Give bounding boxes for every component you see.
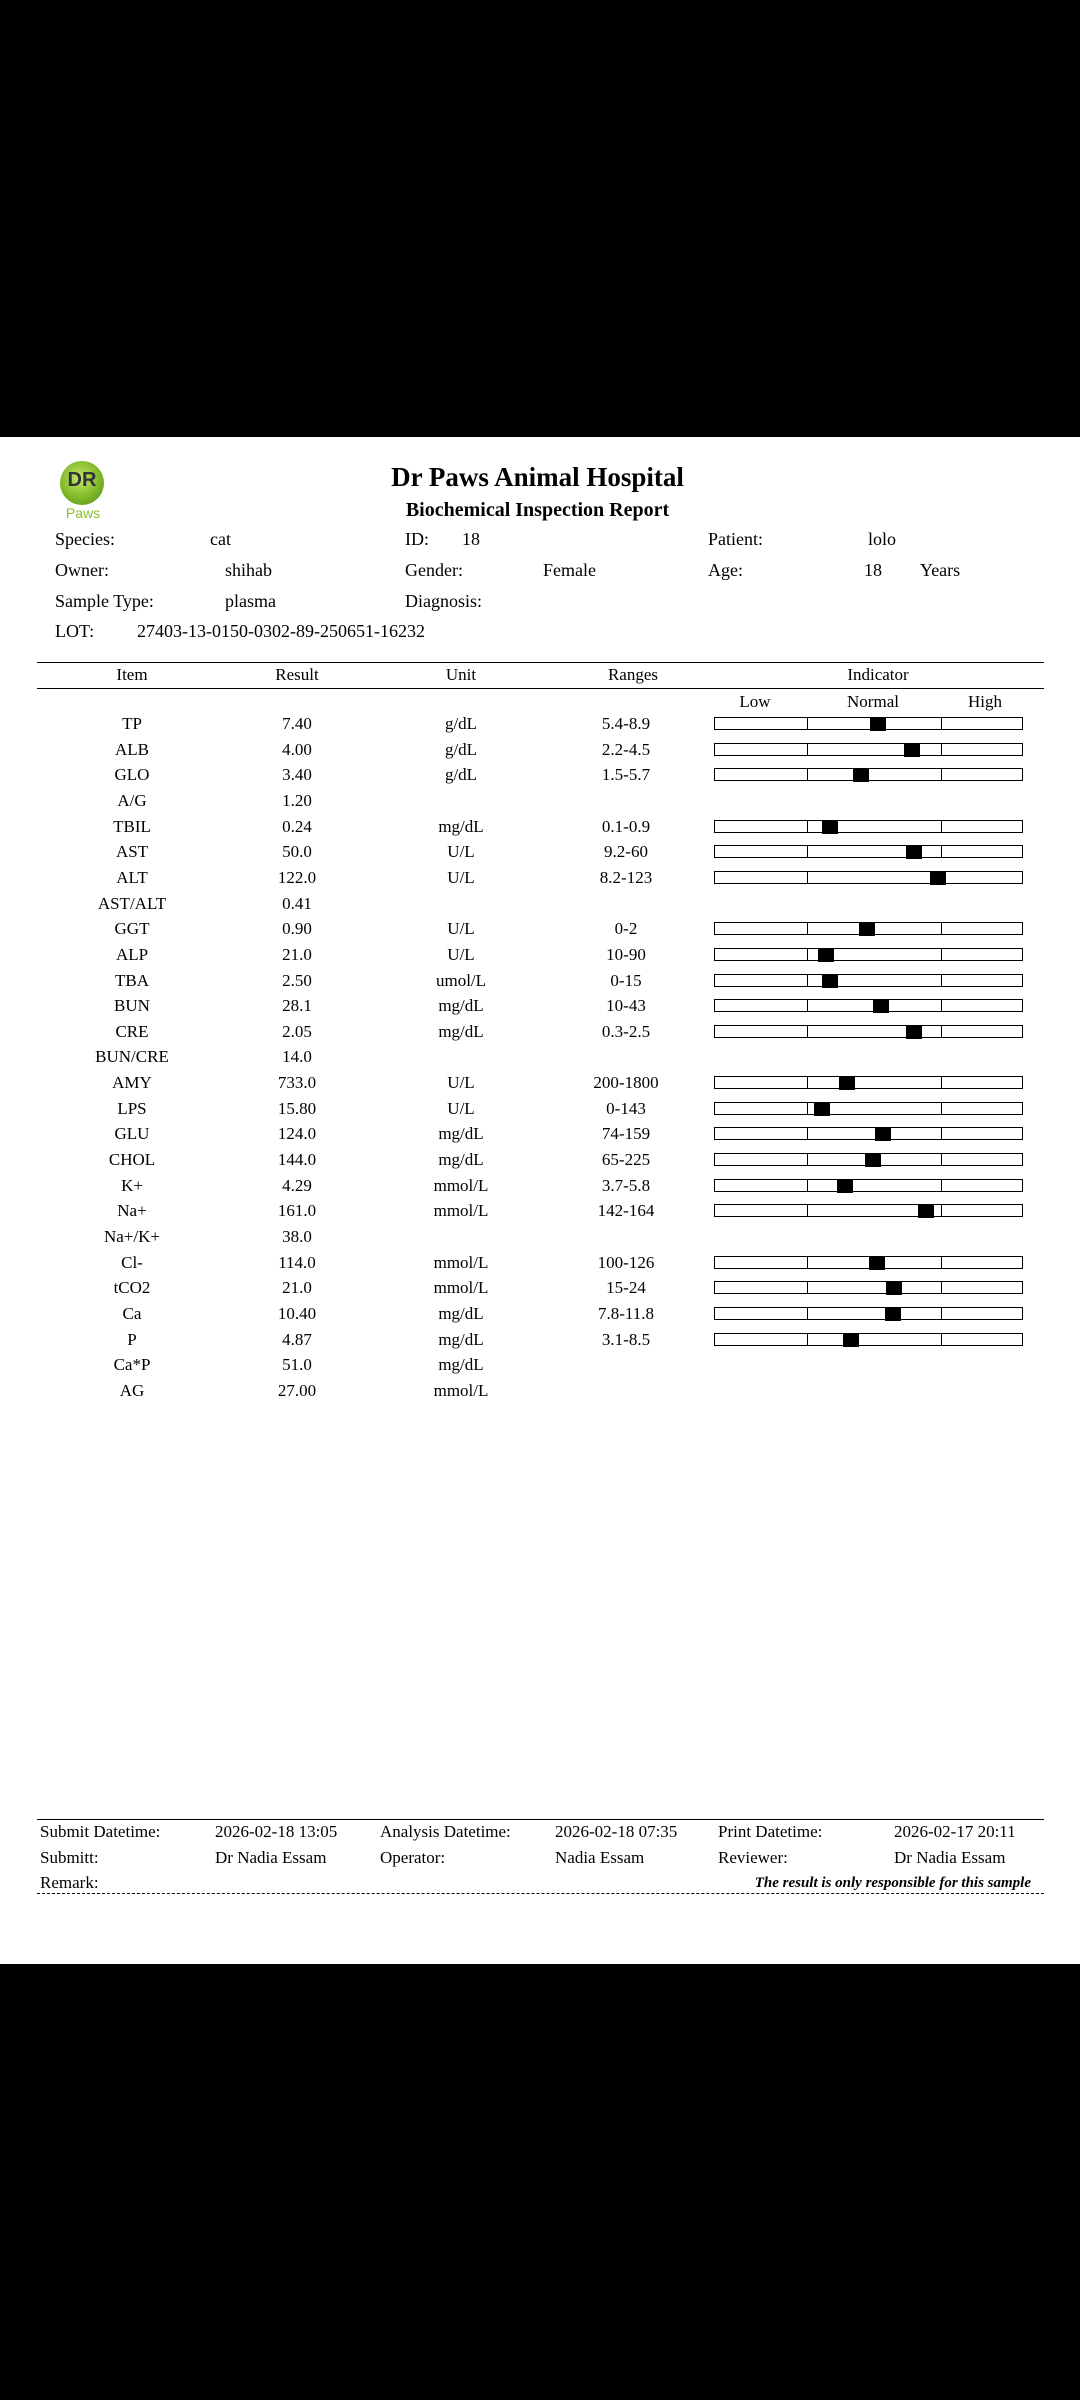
row-unit: umol/L [435, 970, 487, 990]
row-result: 38.0 [282, 1227, 312, 1246]
table-row [0, 1099, 1080, 1123]
indicator-low-divider [807, 1000, 808, 1011]
row-range: 10-90 [606, 944, 646, 964]
col-indicator-header: Indicator [847, 665, 909, 684]
indicator-high-divider [941, 718, 942, 729]
row-unit: U/L [447, 867, 475, 887]
table-row [0, 817, 1080, 841]
lot-label: LOT: [55, 621, 95, 641]
indicator-marker [822, 820, 838, 834]
indicator-marker [814, 1102, 830, 1116]
id-value: 18 [462, 529, 480, 549]
sample-type-label: Sample Type: [55, 591, 154, 611]
table-row [0, 996, 1080, 1020]
indicator-marker [843, 1333, 859, 1347]
row-result: 21.0 [282, 1278, 312, 1298]
indicator-low-divider [807, 1077, 808, 1088]
age-label: Age: [708, 560, 743, 580]
row-item: GLU [114, 1124, 150, 1144]
indicator-marker [865, 1153, 881, 1167]
indicator-high-divider [941, 1257, 942, 1268]
gender-label: Gender: [405, 560, 463, 580]
indicator-high-divider [941, 1128, 942, 1139]
table-row [0, 1355, 1080, 1379]
table-row [0, 765, 1080, 789]
indicator-bar [714, 948, 1023, 961]
row-result: 2.50 [282, 970, 312, 990]
table-row [0, 714, 1080, 738]
table-row [0, 1073, 1080, 1097]
indicator-high-divider [941, 744, 942, 755]
indicator-marker [853, 768, 869, 782]
indicator-marker [873, 999, 889, 1013]
row-range: 200-1800 [593, 1073, 659, 1093]
row-item: Cl- [121, 1252, 143, 1272]
row-unit: mg/dL [438, 1355, 484, 1375]
indicator-low-divider [807, 975, 808, 986]
row-unit: mmol/L [433, 1252, 489, 1272]
row-item: K+ [121, 1175, 143, 1195]
row-range: 2.2-4.5 [601, 739, 651, 759]
indicator-bar [714, 1025, 1023, 1038]
table-row [0, 1022, 1080, 1046]
row-range: 0.3-2.5 [601, 1021, 651, 1041]
row-item: CHOL [108, 1150, 156, 1170]
indicator-bar [714, 1256, 1023, 1269]
row-unit: mmol/L [433, 1201, 489, 1221]
table-row [0, 1227, 1080, 1251]
col-item-header: Item [116, 665, 148, 684]
indicator-bar [714, 1333, 1023, 1346]
footer-rule [37, 1819, 1044, 1820]
indicator-low-divider [807, 821, 808, 832]
row-range: 0-2 [614, 919, 638, 939]
row-unit: mmol/L [433, 1175, 489, 1195]
indicator-high-divider [941, 975, 942, 986]
indicator-bar [714, 1204, 1023, 1217]
indicator-low-divider [807, 1180, 808, 1191]
row-unit: mmol/L [433, 1278, 489, 1298]
reviewer-label: Reviewer: [718, 1848, 788, 1867]
indicator-bar [714, 1307, 1023, 1320]
hospital-name: Dr Paws Animal Hospital [391, 462, 684, 492]
indicator-low-divider [807, 923, 808, 934]
indicator-marker [869, 1256, 885, 1270]
row-range: 5.4-8.9 [601, 714, 651, 733]
report-title: Biochemical Inspection Report [405, 499, 670, 521]
indicator-marker [839, 1076, 855, 1090]
row-item: ALT [116, 867, 148, 887]
indicator-marker [885, 1307, 901, 1321]
row-unit: mg/dL [438, 816, 484, 836]
row-result: 51.0 [282, 1355, 312, 1375]
row-result: 0.24 [282, 816, 312, 836]
lot-value: 27403-13-0150-0302-89-250651-16232 [137, 621, 425, 641]
indicator-high-divider [941, 923, 942, 934]
indicator-high-divider [941, 1026, 942, 1037]
row-unit: U/L [447, 919, 475, 939]
row-result: 14.0 [282, 1047, 312, 1067]
analysis-datetime-label: Analysis Datetime: [380, 1822, 511, 1841]
indicator-bar [714, 768, 1023, 781]
indicator-marker [906, 845, 922, 859]
indicator-low-divider [807, 1026, 808, 1037]
indicator-low-header: Low [739, 692, 771, 711]
indicator-bar [714, 974, 1023, 987]
gender-value: Female [543, 560, 596, 580]
indicator-marker [886, 1281, 902, 1295]
table-row [0, 894, 1080, 918]
row-result: 3.40 [282, 765, 312, 785]
indicator-low-divider [807, 1334, 808, 1345]
row-item: GGT [114, 919, 150, 939]
table-row [0, 945, 1080, 969]
row-item: ALB [115, 739, 149, 759]
submit-datetime-value: 2026-02-18 13:05 [215, 1822, 338, 1841]
row-item: AST [115, 842, 149, 862]
indicator-bar [714, 922, 1023, 935]
table-row [0, 919, 1080, 943]
age-value: 18 [864, 560, 882, 580]
id-label: ID: [405, 529, 429, 549]
indicator-high-divider [941, 1308, 942, 1319]
indicator-high-divider [941, 1103, 942, 1114]
indicator-marker [906, 1025, 922, 1039]
indicator-low-divider [807, 872, 808, 883]
row-item: GLO [114, 765, 150, 785]
indicator-bar [714, 871, 1023, 884]
indicator-high-header: High [968, 692, 1002, 711]
footer-dashed-rule [37, 1893, 1044, 1894]
row-item: BUN [114, 996, 150, 1016]
row-range: 8.2-123 [599, 867, 653, 887]
table-row [0, 842, 1080, 866]
operator-value: Nadia Essam [555, 1848, 645, 1867]
indicator-high-divider [941, 1205, 942, 1216]
indicator-marker [918, 1204, 934, 1218]
row-result: 1.20 [282, 790, 312, 810]
row-result: 4.87 [282, 1329, 312, 1349]
row-unit: mmol/L [433, 1380, 489, 1400]
indicator-marker [870, 717, 886, 731]
table-row [0, 1150, 1080, 1174]
row-unit: mg/dL [438, 1329, 484, 1349]
indicator-low-divider [807, 718, 808, 729]
row-range: 7.8-11.8 [597, 1303, 655, 1323]
row-range: 3.7-5.8 [601, 1175, 651, 1195]
table-row [0, 791, 1080, 815]
owner-label: Owner: [55, 560, 109, 580]
table-row [0, 1330, 1080, 1354]
row-range: 0-15 [610, 970, 642, 990]
row-item: AG [119, 1380, 145, 1400]
indicator-low-divider [807, 1308, 808, 1319]
row-result: 2.05 [282, 1021, 312, 1041]
indicator-marker [930, 871, 946, 885]
indicator-low-divider [807, 744, 808, 755]
col-ranges-header: Ranges [607, 665, 659, 684]
indicator-marker [818, 948, 834, 962]
row-item: AMY [112, 1073, 152, 1093]
operator-label: Operator: [380, 1848, 446, 1867]
row-unit: mg/dL [438, 1150, 484, 1170]
row-range: 74-159 [601, 1124, 651, 1144]
table-top-rule [37, 662, 1044, 663]
indicator-marker [875, 1127, 891, 1141]
indicator-low-divider [807, 1154, 808, 1165]
indicator-high-divider [941, 1000, 942, 1011]
row-item: TBA [115, 970, 149, 990]
table-row [0, 971, 1080, 995]
analysis-datetime-value: 2026-02-18 07:35 [555, 1822, 678, 1841]
submitter-label: Submitt: [40, 1848, 99, 1867]
logo-glyph: DR [67, 469, 97, 491]
indicator-bar [714, 1179, 1023, 1192]
table-row [0, 1253, 1080, 1277]
indicator-low-divider [807, 949, 808, 960]
indicator-bar [714, 1076, 1023, 1089]
row-result: 15.80 [277, 1098, 317, 1118]
row-range: 142-164 [597, 1201, 655, 1221]
row-unit: mg/dL [438, 996, 484, 1016]
age-unit: Years [920, 560, 961, 580]
indicator-bar [714, 1153, 1023, 1166]
table-row [0, 1124, 1080, 1148]
indicator-bar [714, 845, 1023, 858]
row-range: 9.2-60 [604, 842, 648, 862]
row-result: 114.0 [278, 1252, 316, 1272]
species-value: cat [210, 529, 231, 549]
row-item: TBIL [113, 816, 151, 836]
indicator-high-divider [941, 769, 942, 780]
row-item: TP [122, 714, 142, 733]
table-row [0, 740, 1080, 764]
indicator-bar [714, 717, 1023, 730]
row-range: 0.1-0.9 [601, 816, 651, 836]
indicator-high-divider [941, 846, 942, 857]
row-result: 28.1 [282, 996, 312, 1016]
row-result: 7.40 [282, 714, 312, 733]
patient-value: lolo [868, 529, 897, 549]
indicator-marker [859, 922, 875, 936]
indicator-low-divider [807, 1128, 808, 1139]
sample-type-value: plasma [225, 591, 276, 611]
indicator-high-divider [941, 1334, 942, 1345]
row-item: ALP [115, 944, 149, 964]
table-row [0, 868, 1080, 892]
row-range: 3.1-8.5 [601, 1329, 651, 1349]
indicator-marker [822, 974, 838, 988]
indicator-high-divider [941, 1180, 942, 1191]
row-unit: U/L [447, 1098, 475, 1118]
row-item: A/G [117, 790, 147, 810]
row-result: 733.0 [277, 1073, 317, 1093]
indicator-bar [714, 820, 1023, 833]
species-label: Species: [55, 529, 115, 549]
row-item: Ca*P [113, 1355, 151, 1375]
indicator-low-divider [807, 1257, 808, 1268]
owner-value: shihab [225, 560, 272, 580]
indicator-high-divider [941, 821, 942, 832]
indicator-low-divider [807, 1205, 808, 1216]
row-item: tCO2 [113, 1278, 151, 1298]
indicator-bar [714, 1102, 1023, 1115]
row-item: BUN/CRE [95, 1047, 169, 1067]
row-item: LPS [117, 1098, 147, 1118]
indicator-bar [714, 999, 1023, 1012]
row-unit: U/L [447, 1073, 475, 1093]
row-unit: mg/dL [438, 1303, 484, 1323]
row-result: 0.41 [282, 893, 312, 913]
table-header-rule [37, 688, 1044, 689]
indicator-marker [904, 743, 920, 757]
print-datetime-label: Print Datetime: [718, 1822, 823, 1841]
row-range: 10-43 [606, 996, 646, 1016]
table-row [0, 1176, 1080, 1200]
row-unit: mg/dL [438, 1021, 484, 1041]
row-item: Ca [122, 1303, 142, 1323]
row-result: 161.0 [277, 1201, 317, 1221]
table-row [0, 1047, 1080, 1071]
row-item: AST/ALT [97, 893, 167, 913]
row-result: 4.29 [282, 1175, 312, 1195]
print-datetime-value: 2026-02-17 20:11 [894, 1822, 1016, 1841]
row-range: 100-126 [597, 1252, 655, 1272]
row-range: 1.5-5.7 [601, 765, 651, 785]
row-unit: U/L [447, 842, 475, 862]
row-item: Na+/K+ [104, 1227, 160, 1246]
row-result: 4.00 [282, 739, 312, 759]
table-row [0, 1381, 1080, 1405]
indicator-marker [837, 1179, 853, 1193]
indicator-high-divider [941, 1077, 942, 1088]
indicator-high-divider [941, 949, 942, 960]
indicator-low-divider [807, 1282, 808, 1293]
row-unit: g/dL [444, 714, 478, 733]
remark-label: Remark: [40, 1873, 99, 1892]
row-unit: g/dL [444, 765, 478, 785]
indicator-normal-header: Normal [847, 692, 899, 711]
row-unit: U/L [447, 944, 475, 964]
row-range: 65-225 [601, 1150, 651, 1170]
report-page [0, 437, 1080, 1964]
row-unit: mg/dL [438, 1124, 484, 1144]
logo-text: Paws [65, 505, 101, 521]
indicator-bar [714, 1127, 1023, 1140]
col-result-header: Result [275, 665, 319, 684]
row-result: 27.00 [277, 1380, 317, 1400]
indicator-low-divider [807, 1103, 808, 1114]
row-result: 0.90 [282, 919, 312, 939]
indicator-low-divider [807, 769, 808, 780]
submitter-value: Dr Nadia Essam [215, 1848, 327, 1867]
indicator-bar [714, 743, 1023, 756]
table-row [0, 1304, 1080, 1328]
row-item: P [127, 1329, 137, 1349]
row-result: 21.0 [282, 944, 312, 964]
row-result: 124.0 [277, 1124, 317, 1144]
diagnosis-label: Diagnosis: [405, 591, 483, 611]
indicator-high-divider [941, 1282, 942, 1293]
reviewer-value: Dr Nadia Essam [894, 1848, 1006, 1867]
row-result: 144.0 [277, 1150, 317, 1170]
row-result: 10.40 [277, 1303, 317, 1323]
indicator-bar [714, 1281, 1023, 1294]
row-result: 122.0 [277, 867, 317, 887]
row-item: Na+ [117, 1201, 147, 1221]
table-row [0, 1201, 1080, 1225]
indicator-high-divider [941, 1154, 942, 1165]
indicator-low-divider [807, 846, 808, 857]
row-result: 50.0 [282, 842, 312, 862]
patient-label: Patient: [708, 529, 763, 549]
row-range: 15-24 [606, 1278, 646, 1298]
submit-datetime-label: Submit Datetime: [40, 1822, 161, 1841]
col-unit-header: Unit [445, 665, 477, 684]
table-row [0, 1278, 1080, 1302]
row-item: CRE [115, 1021, 149, 1041]
disclaimer-note: The result is only responsible for this sample [754, 1875, 1031, 1891]
row-unit: g/dL [444, 739, 478, 759]
row-range: 0-143 [606, 1098, 646, 1118]
